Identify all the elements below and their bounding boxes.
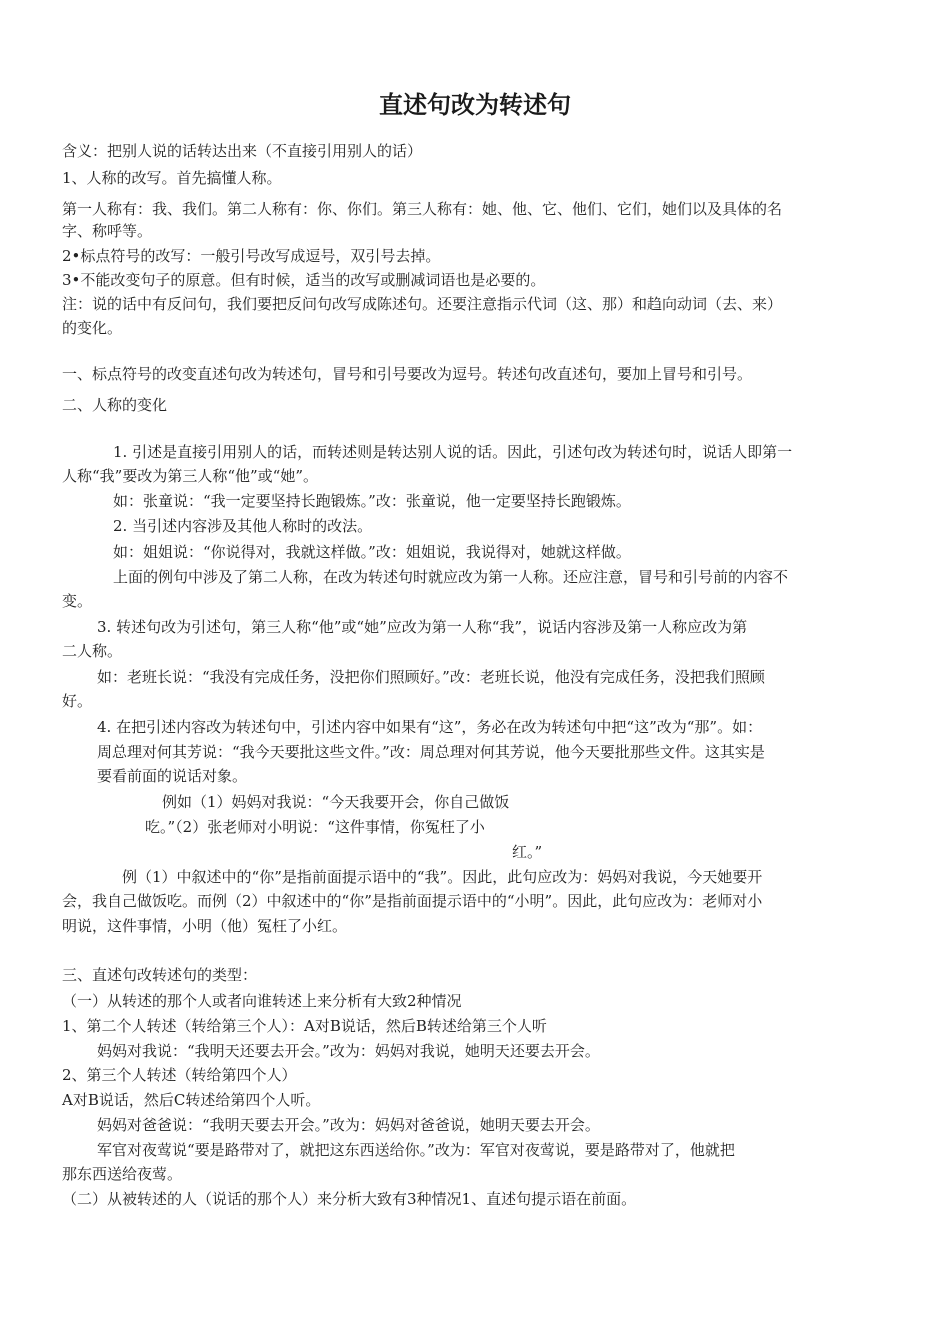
section-2-heading: 二、人称的变化 <box>62 396 168 414</box>
type-2-example-2-line-2: 那东西送给夜莺。 <box>62 1165 183 1183</box>
section-3-sub-1: （一）从转述的那个人或者向谁转述上来分析有大致2种情况 <box>62 992 462 1010</box>
explanation-line-1: 例（1）中叙述中的“你”是指前面提示语中的“我”。因此，此句应改为：妈妈对我说，今天她要开 <box>122 868 763 886</box>
type-1-example: 妈妈对我说：“我明天还要去开会。”改为：妈妈对我说，她明天还要去开会。 <box>97 1042 600 1060</box>
item-3-line-1: 3. 转述句改为引述句，第三人称“他”或“她”应改为第一人称“我”，说话内容涉及第一人称应改为第 <box>97 618 748 636</box>
explanation-line-3: 明说，这件事情，小明（他）冤枉了小红。 <box>62 917 348 935</box>
person-list-line-1: 第一人称有：我、我们。第二人称有：你、你们。第三人称有：她、他、它、他们、它们，她们以及具体的名 <box>62 200 783 218</box>
intro-point-1: 1、人称的改写。首先搞懂人称。 <box>62 169 282 187</box>
type-2-example-2-line-1: 军官对夜莺说“要是路带对了，就把这东西送给你。”改为：军官对夜莺说，要是路带对了，他就把 <box>97 1141 735 1159</box>
example-line-2: 吃。”（2）张老师对小明说：“这件事情，你冤枉了小 <box>145 818 485 836</box>
item-3-example-line-2: 好。 <box>62 692 93 710</box>
type-1: 1、第二个人转述（转给第三个人）：A对B说话，然后B转述给第三个人听 <box>62 1017 547 1035</box>
note-line-2: 的变化。 <box>62 319 123 337</box>
explanation-line-2: 会，我自己做饭吃。而例（2）中叙述中的“你”是指前面提示语中的“小明”。因此，此句应改为：老师对小 <box>62 892 763 910</box>
type-2: 2、第三个人转述（转给第四个人） <box>62 1066 297 1084</box>
section-3-sub-2: （二）从被转述的人（说话的那个人）来分析大致有3种情况1、直述句提示语在前面。 <box>62 1190 637 1208</box>
note-line-1: 注：说的话中有反问句，我们要把反问句改写成陈述句。还要注意指示代词（这、那）和趋向动词（去、来） <box>62 295 783 313</box>
section-3-heading: 三、直述句改转述句的类型： <box>62 966 258 984</box>
example-line-3: 红。” <box>512 843 543 861</box>
item-2-note-line-2: 变。 <box>62 592 93 610</box>
type-2-example-1: 妈妈对爸爸说：“我明天要去开会。”改为：妈妈对爸爸说，她明天要去开会。 <box>97 1116 600 1134</box>
example-line-1: 例如（1）妈妈对我说：“今天我要开会，你自己做饭 <box>162 793 510 811</box>
type-2-description: A对B说话，然后C转述给第四个人听。 <box>62 1091 321 1109</box>
person-list-line-2: 字、称呼等。 <box>62 222 153 240</box>
item-4-line-1: 4. 在把引述内容改为转述句中，引述内容中如果有“这”，务必在改为转述句中把“这”改为“那”。如： <box>97 718 763 736</box>
page-title: 直述句改为转述句 <box>379 90 571 119</box>
intro-point-2: 2•标点符号的改写：一般引号改写成逗号，双引号去掉。 <box>62 247 441 265</box>
item-3-example-line-1: 如：老班长说：“我没有完成任务，没把你们照顾好。”改：老班长说，他没有完成任务，没把我们照顾 <box>97 668 765 686</box>
item-4-line-2: 周总理对何其芳说：“我今天要批这些文件。”改：周总理对何其芳说，他今天要批那些文件。这其实是 <box>97 743 765 761</box>
item-4-line-3: 要看前面的说话对象。 <box>97 767 248 785</box>
item-3-line-2: 二人称。 <box>62 642 123 660</box>
section-1-heading: 一、标点符号的改变直述句改为转述句，冒号和引号要改为逗号。转述句改直述句，要加上冒号和引号。 <box>62 365 753 383</box>
item-1-example: 如：张童说：“我一定要坚持长跑锻炼。”改：张童说，他一定要坚持长跑锻炼。 <box>113 492 631 510</box>
item-2-note-line-1: 上面的例句中涉及了第二人称，在改为转述句时就应改为第一人称。还应注意，冒号和引号前的内容不 <box>113 568 789 586</box>
item-1-line-1: 1. 引述是直接引用别人的话，而转述则是转达别人说的话。因此，引述句改为转述句时，说话人即第一 <box>113 443 793 461</box>
item-2-example: 如：姐姐说：“你说得对，我就这样做。”改：姐姐说，我说得对，她就这样做。 <box>113 543 631 561</box>
item-1-line-2: 人称“我”要改为第三人称“他”或“她”。 <box>62 467 319 485</box>
intro-point-3: 3•不能改变句子的原意。但有时候，适当的改写或删减词语也是必要的。 <box>62 271 546 289</box>
item-2: 2. 当引述内容涉及其他人称时的改法。 <box>113 517 373 535</box>
meaning-line: 含义：把别人说的话转达出来（不直接引用别人的话） <box>62 142 423 160</box>
